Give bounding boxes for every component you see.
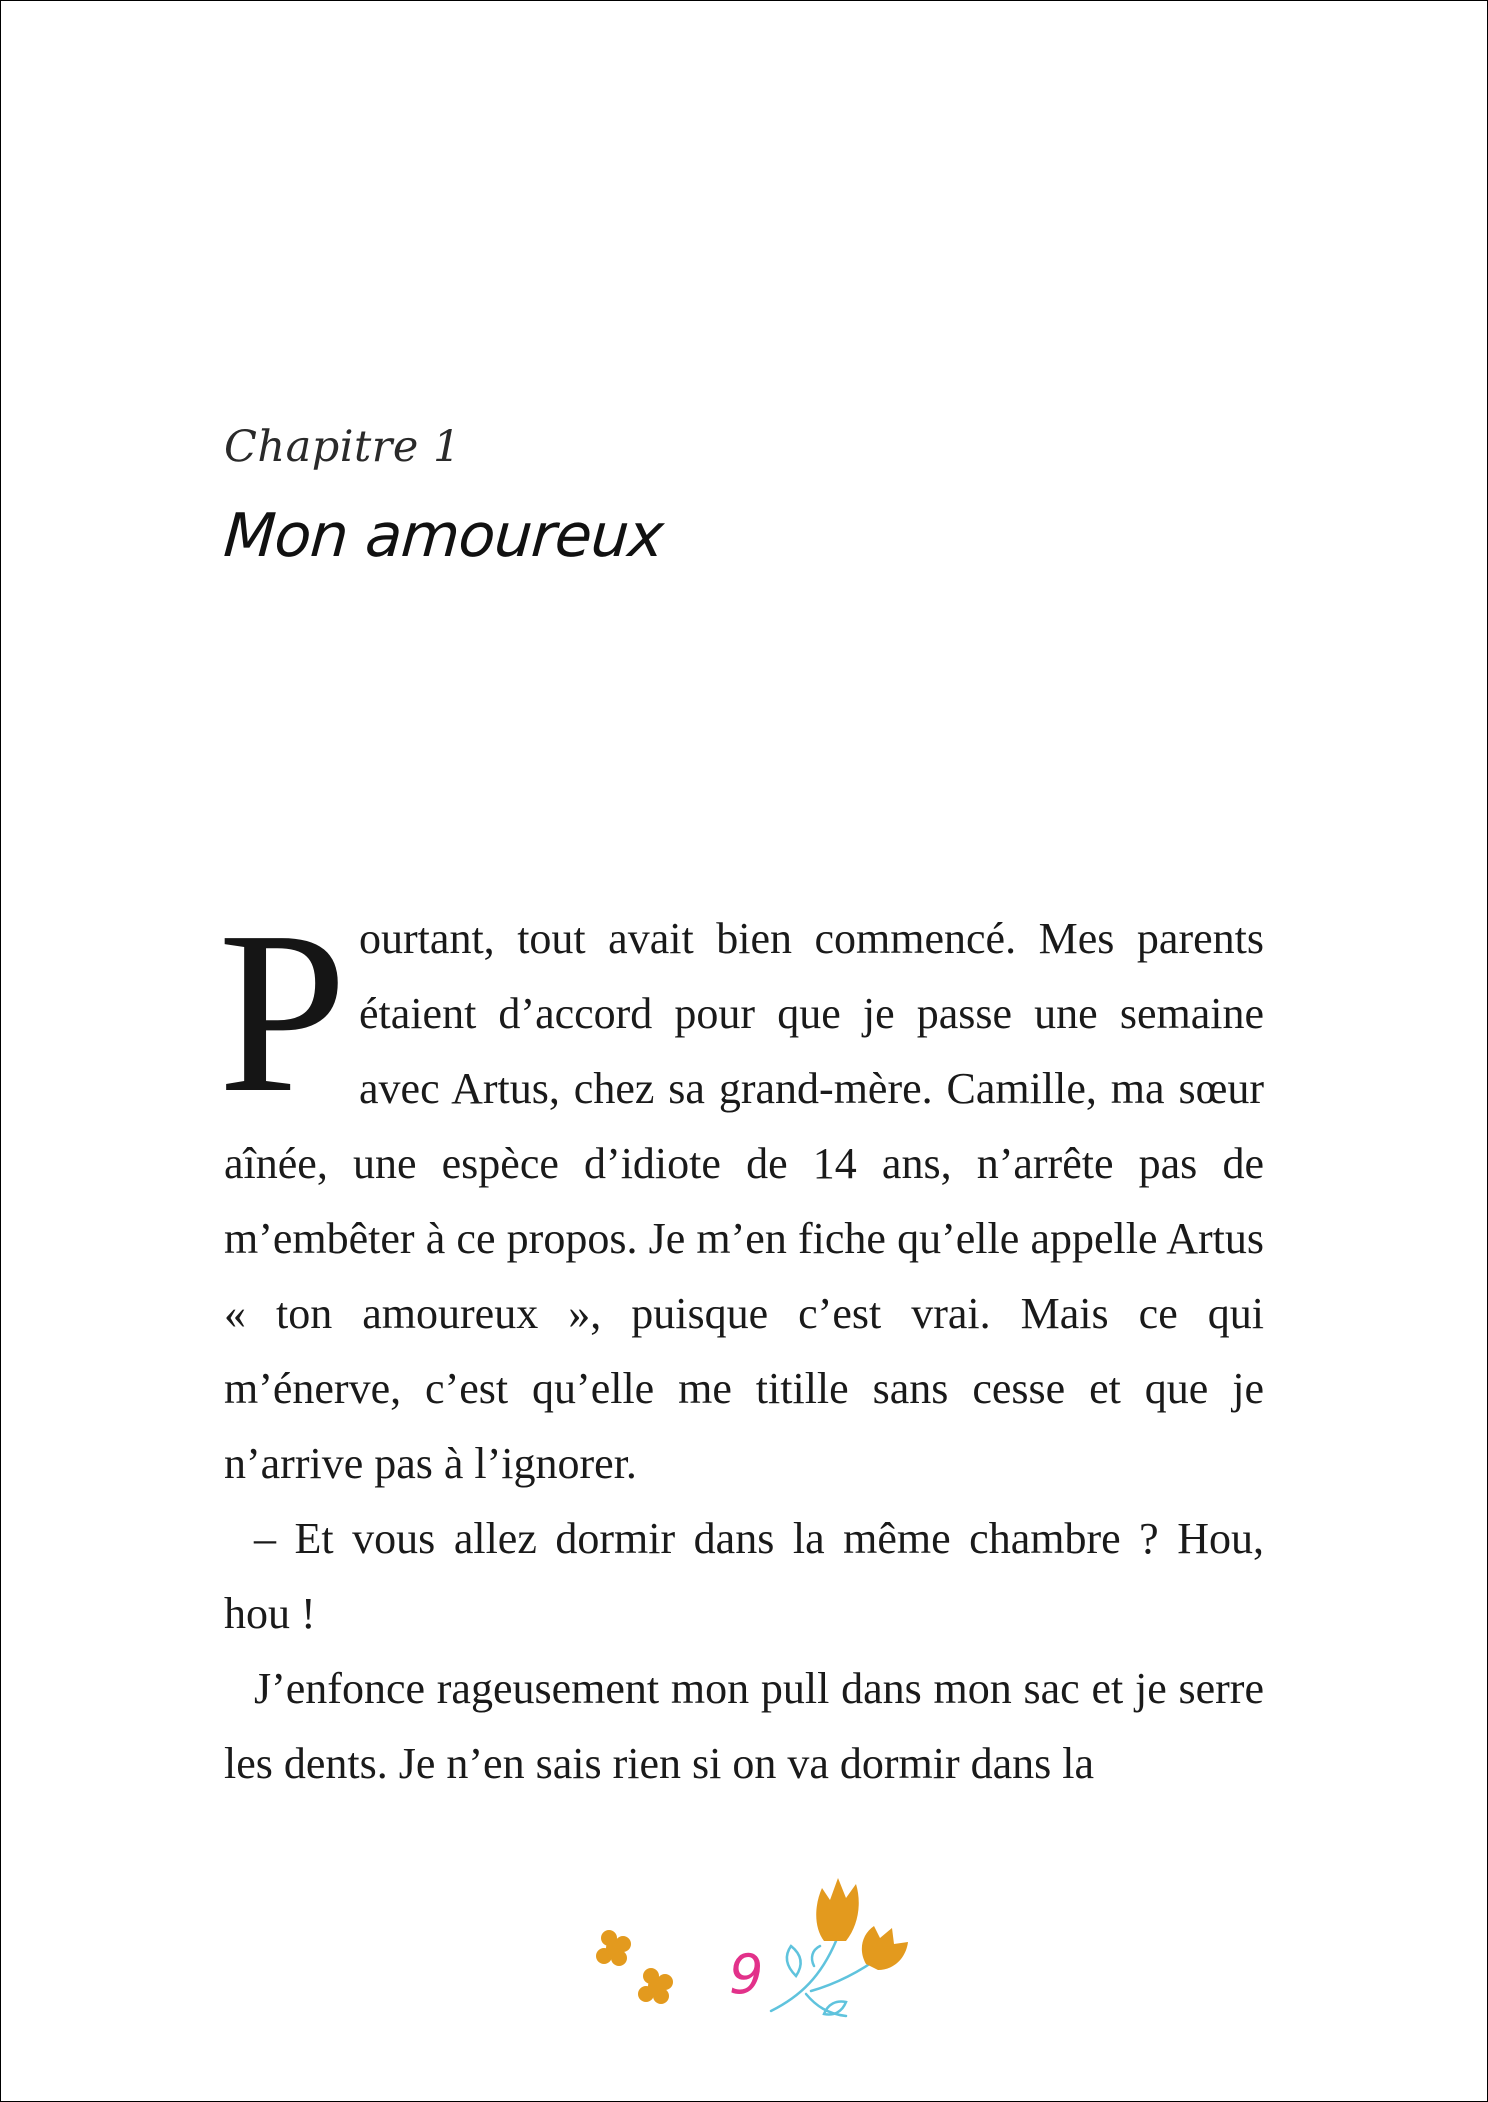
paragraph-3: J’enfonce rageusement mon pull dans mon sac et je serre les dents. Je n’en sais rien si on va dormir dans la — [224, 1664, 1264, 1788]
chapter-title: Mon amoureux — [221, 501, 666, 571]
tulip-bouquet-icon — [766, 1866, 946, 2026]
small-orange-flowers-icon — [591, 1926, 691, 2016]
chapter-label: Chapitre 1 — [224, 422, 461, 472]
paragraph — [218, 884, 1264, 1501]
page-number: 9 — [729, 1943, 764, 2006]
drop-cap: P — [218, 884, 348, 1141]
body-text — [218, 884, 1264, 1801]
paragraph-1-text: ourtant, tout avait bien commencé. Mes parents étaient d’accord pour que je passe une semaine avec Artus, chez sa grand-mère. Camille, ma sœur aînée, une espèce d’idiote de 14 ans, n’arrête pas de m’embêter à ce propos. Je m’en fiche qu’elle appelle Artus « ton amoureux », puisque c’est vrai. Mais ce qui m’énerve, c’est qu’elle me titille sans cesse et que je n’arrive pas à l’ignorer. — [224, 914, 1264, 1488]
paragraph-2: – Et vous allez dormir dans la même chambre ? Hou, hou ! — [224, 1514, 1264, 1638]
